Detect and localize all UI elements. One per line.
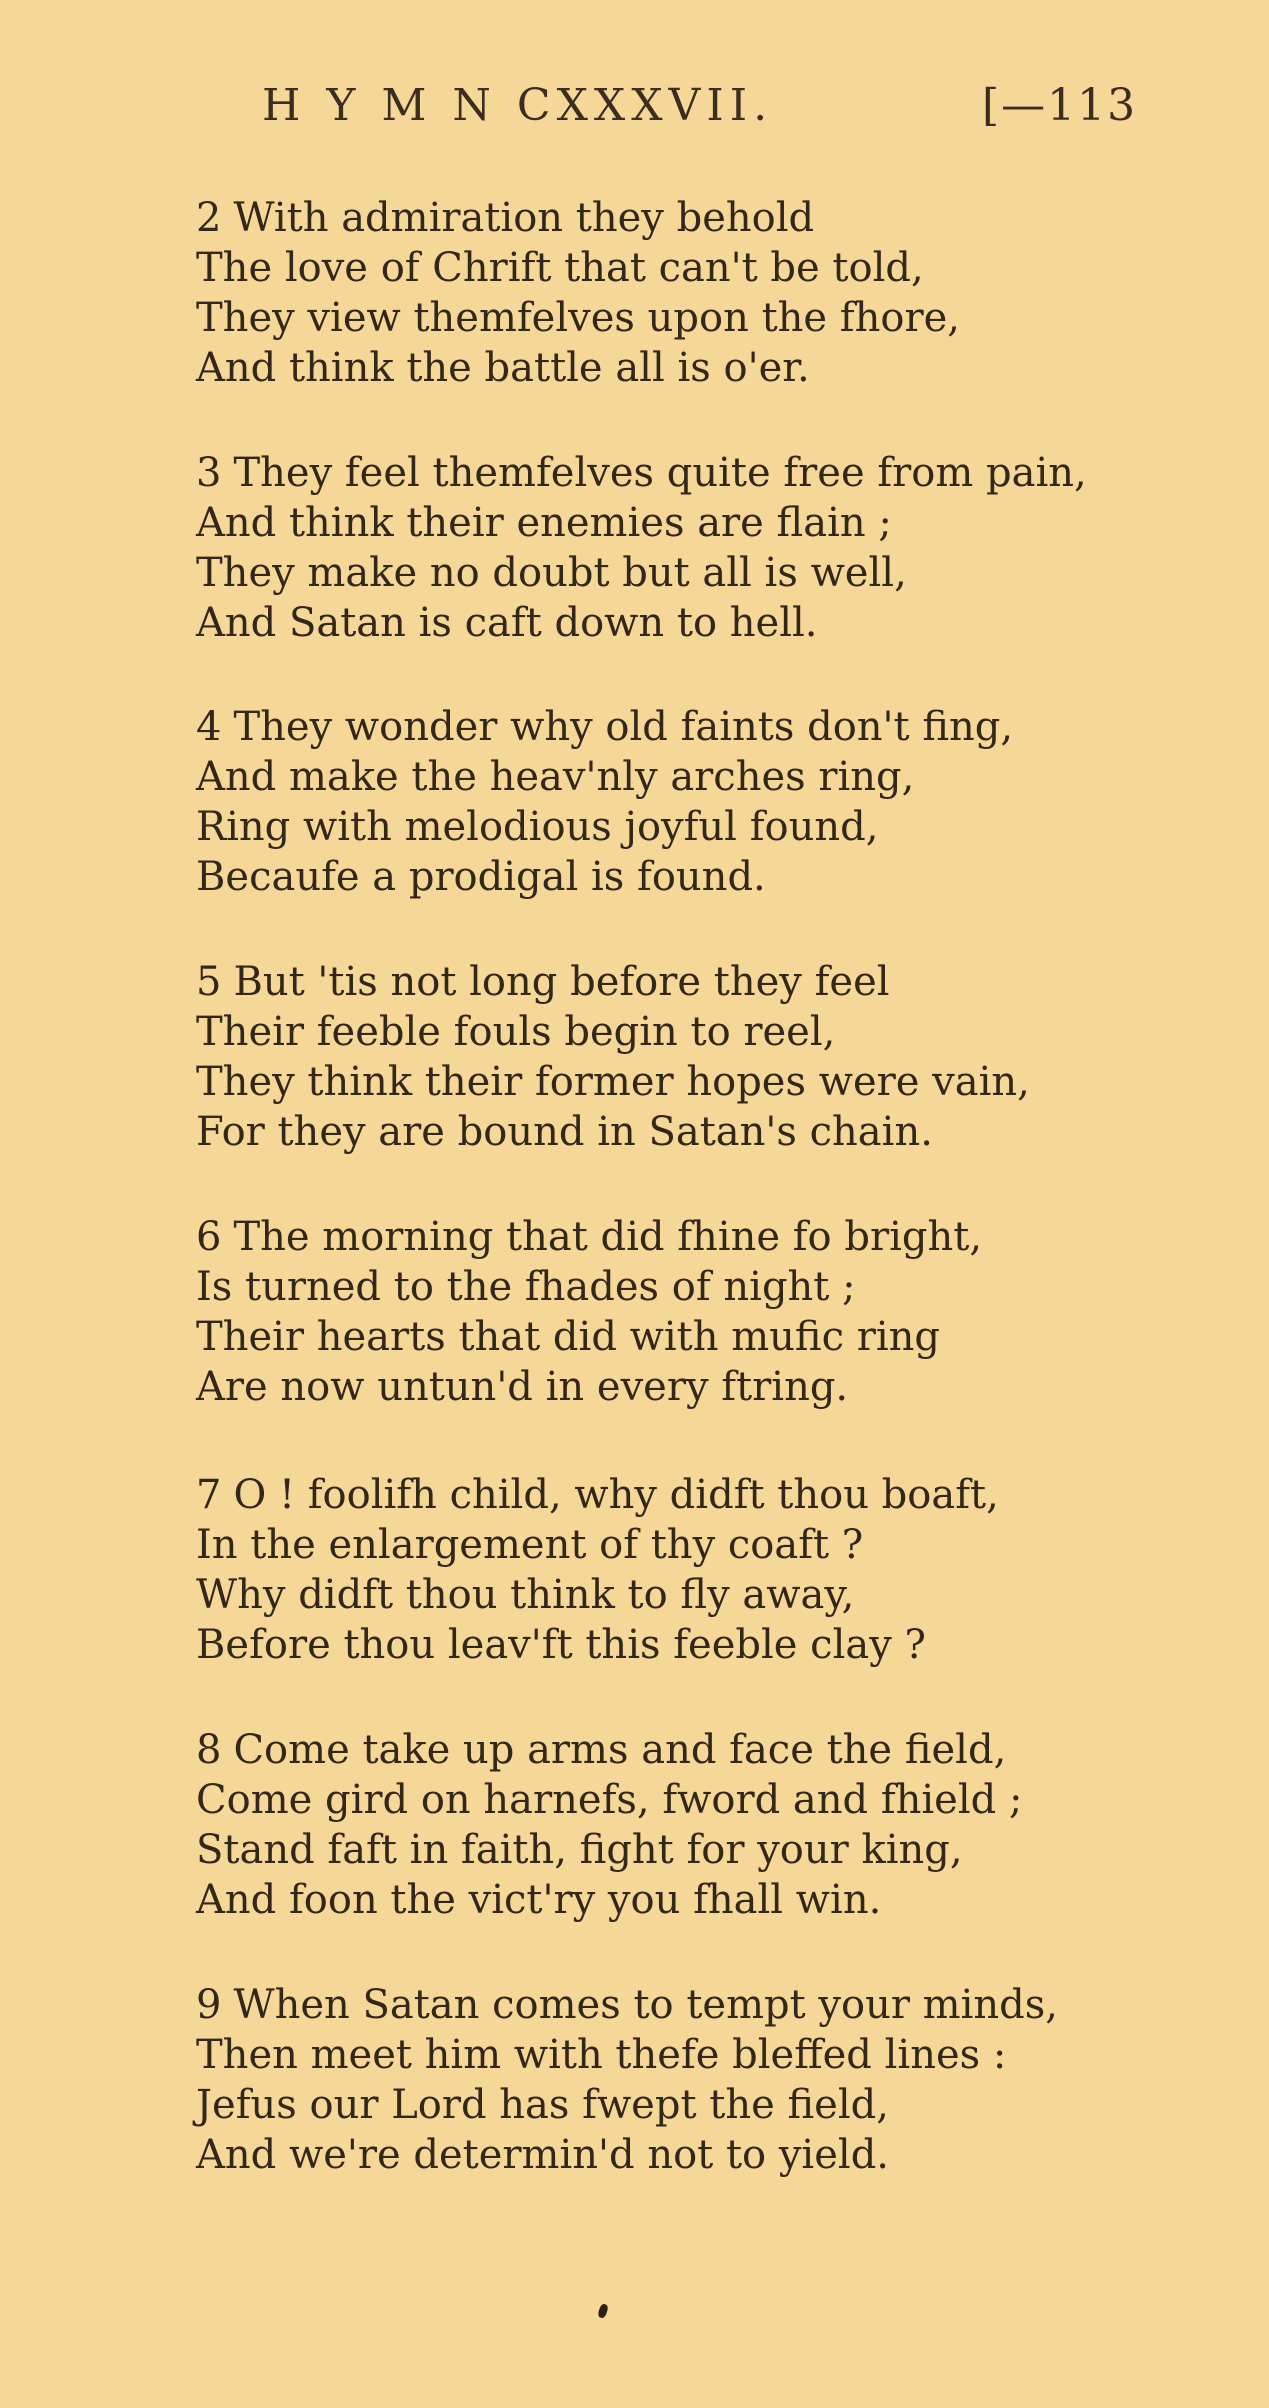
stanza-line: 3 They feel themfelves quite free from pain,: [196, 450, 1087, 496]
stanza-line: 4 They wonder why old faints don't fing,: [196, 704, 1014, 750]
page-number: [—113: [982, 80, 1138, 131]
stanza-line: Their feeble fouls begin to reel,: [196, 1009, 836, 1055]
stanza-line: 5 But 'tis not long before they feel: [196, 959, 890, 1005]
stanza-number: 8: [196, 1727, 222, 1773]
stanza-6: [196, 1212, 1236, 1412]
stanza-line: Is turned to the fhades of night ;: [196, 1264, 856, 1310]
stanza-line: 8 Come take up arms and face the field,: [196, 1727, 1007, 1773]
stanza-line: Their hearts that did with mufic ring: [196, 1314, 941, 1360]
stanza-line: They view themfelves upon the fhore,: [196, 295, 960, 341]
stanza-line: Becaufe a prodigal is found.: [196, 854, 766, 900]
ink-mark: [597, 2303, 609, 2319]
stanza-2: [196, 193, 1236, 393]
stanza-line: Then meet him with thefe bleffed lines :: [196, 2032, 1007, 2078]
stanza-line: Stand faft in faith, fight for your king,: [196, 1827, 963, 1873]
stanza-line: The love of Chrift that can't be told,: [196, 245, 924, 291]
stanza-number: 3: [196, 450, 222, 496]
stanza-line: 7 O ! foolifh child, why didft thou boaft,: [196, 1472, 999, 1518]
stanza-line: And think the battle all is o'er.: [196, 345, 810, 391]
stanza-5: [196, 957, 1236, 1157]
stanza-line: And we're determin'd not to yield.: [196, 2132, 890, 2178]
stanza-number: 9: [196, 1982, 222, 2028]
stanza-8: [196, 1725, 1236, 1925]
stanza-line: And think their enemies are flain ;: [196, 500, 892, 546]
stanza-line: Why didft thou think to fly away,: [196, 1572, 855, 1618]
stanza-number: 6: [196, 1214, 222, 1260]
stanza-number: 7: [196, 1472, 222, 1518]
stanza-line: For they are bound in Satan's chain.: [196, 1109, 933, 1155]
stanza-line: Jefus our Lord has fwept the field,: [196, 2082, 889, 2128]
stanza-line: Before thou leav'ft this feeble clay ?: [196, 1622, 926, 1668]
stanza-line: Ring with melodious joyful found,: [196, 804, 879, 850]
stanza-line: And make the heav'nly arches ring,: [196, 754, 915, 800]
stanza-line: Come gird on harnefs, fword and fhield ;: [196, 1777, 1023, 1823]
stanza-3: [196, 448, 1236, 648]
hymn-title: H Y M N CXXXVII.: [262, 80, 774, 131]
stanza-line: Are now untun'd in every ftring.: [196, 1364, 849, 1410]
stanza-line: 9 When Satan comes to tempt your minds,: [196, 1982, 1059, 2028]
stanza-line: 2 With admiration they behold: [196, 195, 815, 241]
stanza-number: 5: [196, 959, 222, 1005]
stanza-line: They think their former hopes were vain,: [196, 1059, 1030, 1105]
stanza-line: 6 The morning that did fhine fo bright,: [196, 1214, 983, 1260]
stanza-line: And Satan is caft down to hell.: [196, 600, 818, 646]
stanza-line: In the enlargement of thy coaft ?: [196, 1522, 864, 1568]
stanza-7: [196, 1470, 1236, 1670]
stanza-9: [196, 1980, 1236, 2180]
stanza-4: [196, 702, 1236, 902]
stanza-number: 2: [196, 195, 222, 241]
stanza-number: 4: [196, 704, 222, 750]
page-header: [262, 80, 1138, 131]
stanza-line: And foon the vict'ry you fhall win.: [196, 1877, 882, 1923]
stanza-line: They make no doubt but all is well,: [196, 550, 907, 596]
